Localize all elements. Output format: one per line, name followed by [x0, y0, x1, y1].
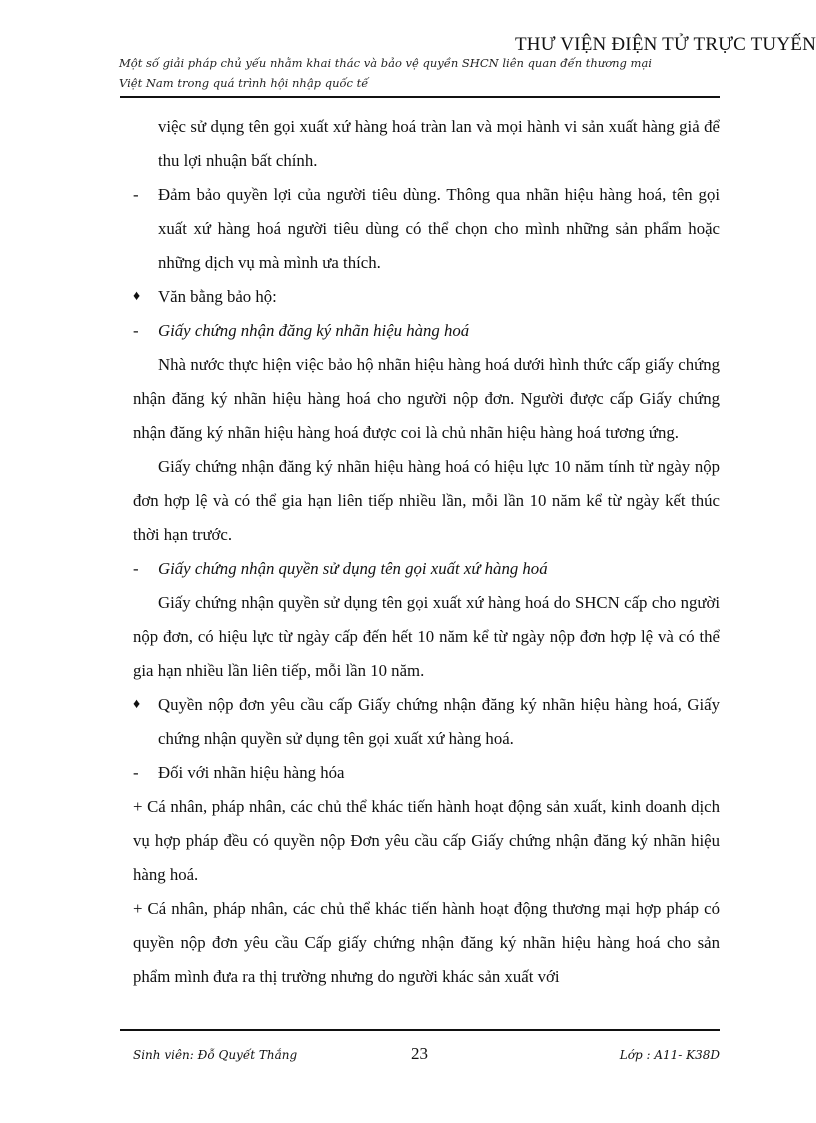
- header-line-1: Một số giải pháp chủ yếu nhằm khai thác và bảo vệ quyền SHCN liên quan đến thương mại: [119, 56, 652, 70]
- paragraph: Giấy chứng nhận quyền sử dụng tên gọi xuất xứ hàng hoá do SHCN cấp cho người nộp đơn, có hiệu lực từ ngày cấp đến hết 10 năm kể từ ngày nộp đơn hợp lệ và có thể gia hạn nhiều lần liên tiếp, mỗi lần 10 năm.: [133, 593, 720, 680]
- page-footer: [133, 1044, 720, 1074]
- dash-item: [133, 756, 720, 790]
- dash-item: [133, 178, 720, 280]
- diamond-item-text: Văn bằng bảo hộ:: [158, 287, 277, 306]
- dash-item-text: Đối với nhãn hiệu hàng hóa: [158, 763, 345, 782]
- header-rule: [120, 96, 720, 98]
- paragraph: + Cá nhân, pháp nhân, các chủ thể khác tiến hành hoạt động thương mại hợp pháp có quyền nộp đơn yêu cầu Cấp giấy chứng nhận đăng ký nhãn hiệu hàng hoá cho sản phẩm mình đưa ra thị trường nhưng do người khác sản xuất với: [133, 899, 720, 986]
- watermark-text: THƯ VIỆN ĐIỆN TỬ TRỰC TUYẾN: [514, 34, 816, 55]
- diamond-item-text: Quyền nộp đơn yêu cầu cấp Giấy chứng nhận đăng ký nhãn hiệu hàng hoá, Giấy chứng nhận quyền sử dụng tên gọi xuất xứ hàng hoá.: [158, 695, 720, 748]
- subheading: Giấy chứng nhận đăng ký nhãn hiệu hàng hoá: [158, 321, 470, 340]
- dash-marker: -: [133, 185, 139, 204]
- paragraph: + Cá nhân, pháp nhân, các chủ thể khác tiến hành hoạt động sản xuất, kinh doanh dịch vụ hợp pháp đều có quyền nộp Đơn yêu cầu cấp Giấy chứng nhận đăng ký nhãn hiệu hàng hoá.: [133, 797, 720, 884]
- paragraph: Giấy chứng nhận đăng ký nhãn hiệu hàng hoá có hiệu lực 10 năm tính từ ngày nộp đơn hợp lệ và có thể gia hạn liên tiếp nhiều lần, mỗi lần 10 năm kể từ ngày kết thúc thời hạn trước.: [133, 457, 720, 544]
- dash-marker: -: [133, 321, 139, 340]
- dash-marker: -: [133, 559, 139, 578]
- footer-student: Sinh viên: Đỗ Quyết Thắng: [133, 1048, 298, 1062]
- dash-marker: -: [133, 763, 139, 782]
- subheading: Giấy chứng nhận quyền sử dụng tên gọi xuất xứ hàng hoá: [158, 559, 548, 578]
- header-line-2: Việt Nam trong quá trình hội nhập quốc tế: [119, 76, 369, 90]
- diamond-bullet-icon: ♦: [133, 697, 141, 712]
- footer-rule: [120, 1029, 720, 1031]
- paragraph: Nhà nước thực hiện việc bảo hộ nhãn hiệu hàng hoá dưới hình thức cấp giấy chứng nhận đăng ký nhãn hiệu hàng hoá cho người nộp đơn. Người được cấp Giấy chứng nhận đăng ký nhãn hiệu hàng hoá được coi là chủ nhãn hiệu hàng hoá tương ứng.: [133, 355, 720, 442]
- diamond-item: [133, 688, 720, 756]
- diamond-bullet-icon: ♦: [133, 289, 141, 304]
- dash-item: [133, 552, 720, 586]
- page-number: 23: [411, 1044, 428, 1063]
- paragraph: việc sử dụng tên gọi xuất xứ hàng hoá tràn lan và mọi hành vi sản xuất hàng giả để thu lợi nhuận bất chính.: [158, 117, 720, 170]
- document-body: [133, 110, 720, 994]
- dash-item: [133, 314, 720, 348]
- footer-class: Lớp : A11- K38D: [619, 1048, 720, 1062]
- diamond-item: [133, 280, 720, 314]
- dash-item-text: Đảm bảo quyền lợi của người tiêu dùng. Thông qua nhãn hiệu hàng hoá, tên gọi xuất xứ hàng hoá người tiêu dùng có thể chọn cho mình những sản phẩm hoặc những dịch vụ mà mình ưa thích.: [158, 185, 720, 272]
